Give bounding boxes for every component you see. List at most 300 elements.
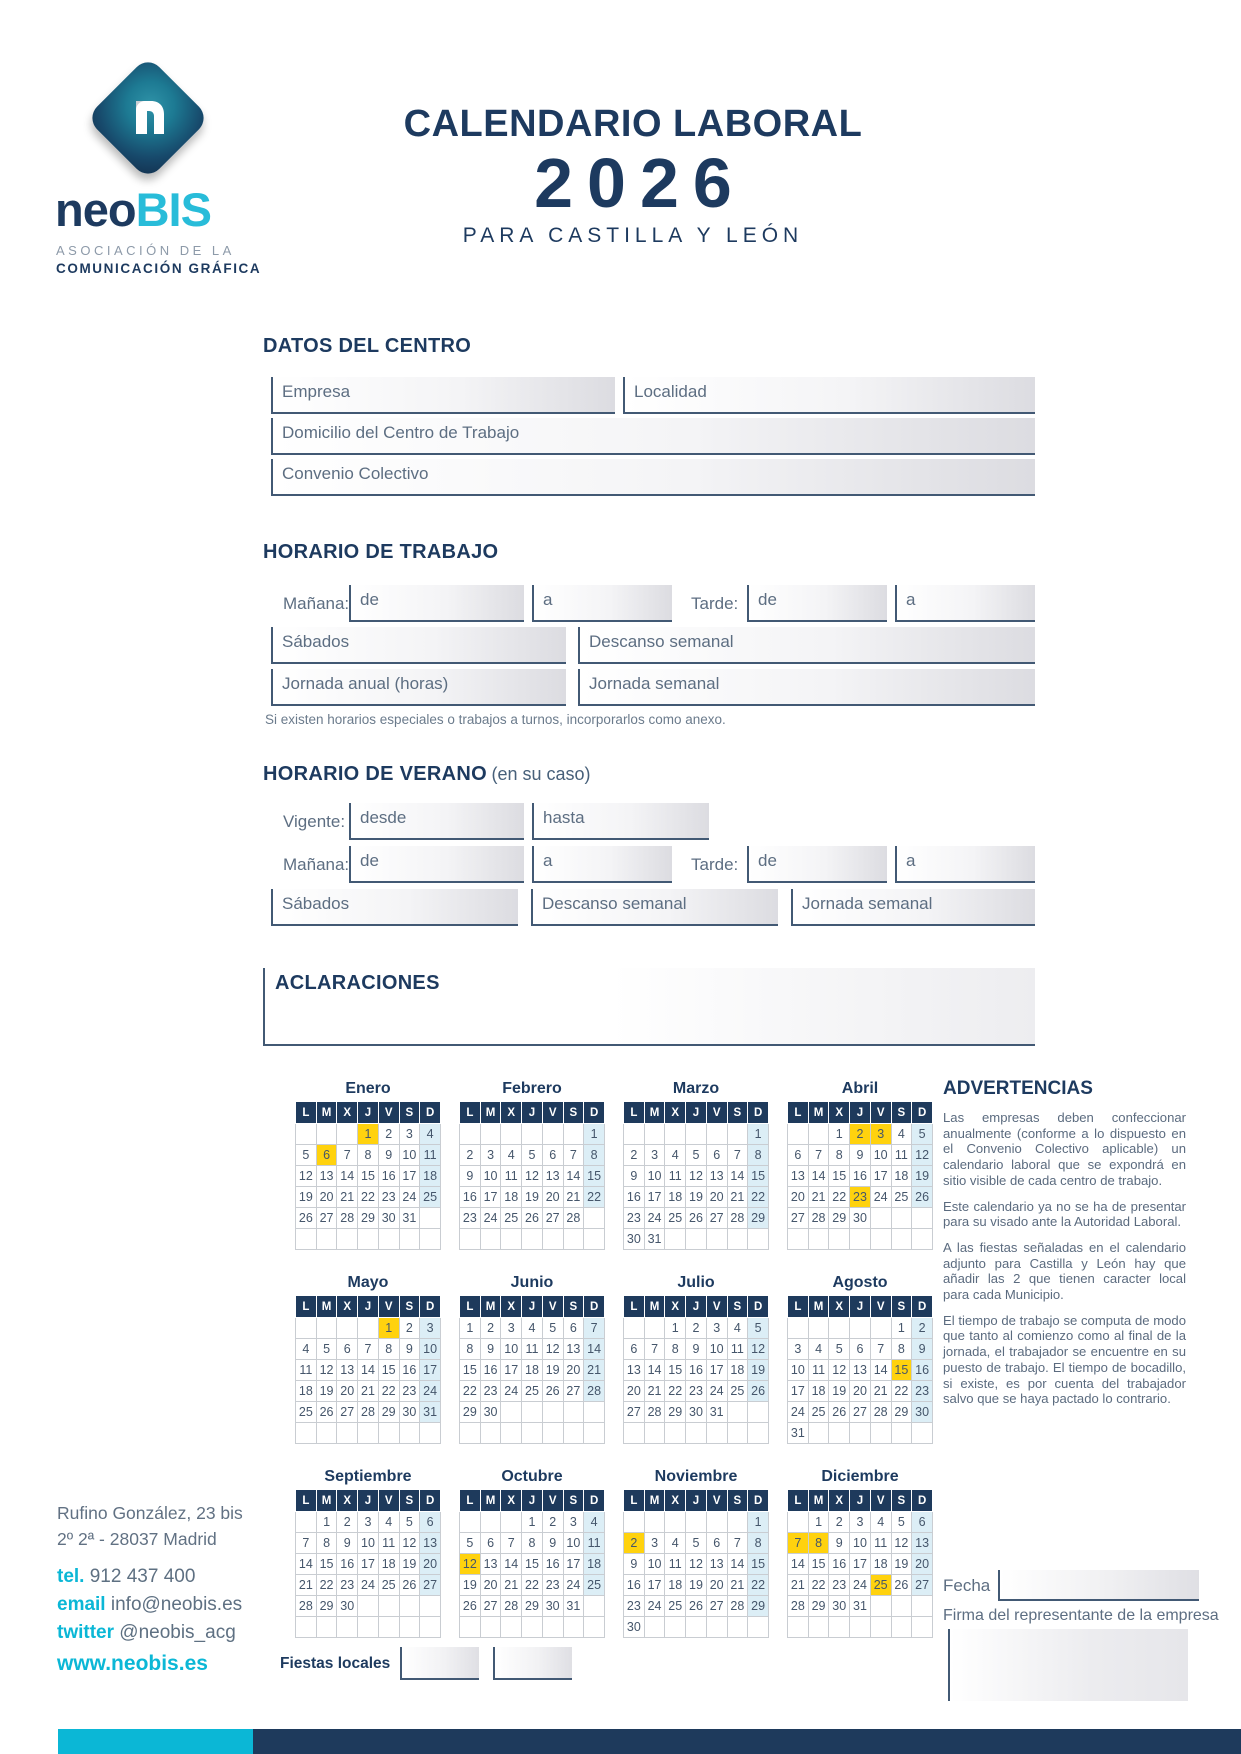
empty-cell — [706, 1229, 727, 1250]
day-cell: 19 — [542, 1360, 563, 1381]
day-cell: 18 — [522, 1360, 543, 1381]
day-cell: 8 — [522, 1533, 543, 1554]
day-cell: 29 — [316, 1596, 337, 1617]
day-cell: 22 — [748, 1575, 769, 1596]
day-cell: 27 — [480, 1596, 501, 1617]
day-cell: 14 — [358, 1360, 379, 1381]
day-cell: 18 — [891, 1166, 912, 1187]
a-label: a — [906, 851, 916, 870]
verano-tarde-a-field[interactable] — [895, 846, 1035, 883]
day-cell: 16 — [829, 1554, 850, 1575]
phone-value: 912 437 400 — [89, 1566, 196, 1587]
day-cell: 5 — [296, 1145, 317, 1166]
month-table — [623, 1295, 769, 1444]
day-cell: 24 — [358, 1575, 379, 1596]
month-title: Noviembre — [654, 1468, 738, 1485]
empty-cell — [358, 1229, 379, 1250]
day-cell: 12 — [891, 1533, 912, 1554]
day-cell: 6 — [316, 1145, 337, 1166]
month-table — [623, 1101, 769, 1250]
day-cell: 2 — [850, 1124, 871, 1145]
empty-cell — [337, 1318, 358, 1339]
fiestas-locales-row — [280, 1647, 586, 1680]
day-cell: 26 — [912, 1187, 933, 1208]
day-cell: 2 — [542, 1512, 563, 1533]
day-cell: 16 — [337, 1554, 358, 1575]
day-cell: 13 — [316, 1166, 337, 1187]
day-cell: 11 — [808, 1360, 829, 1381]
firma-field[interactable] — [948, 1629, 1188, 1701]
empty-cell — [706, 1617, 727, 1638]
day-cell: 27 — [706, 1208, 727, 1229]
day-cell: 27 — [788, 1208, 809, 1229]
day-cell: 26 — [829, 1402, 850, 1423]
day-cell: 22 — [522, 1575, 543, 1596]
month-title: Marzo — [672, 1080, 720, 1097]
day-cell: 5 — [686, 1533, 707, 1554]
verano-manana-de-field[interactable] — [349, 846, 524, 883]
empty-cell — [337, 1617, 358, 1638]
empty-cell — [337, 1124, 358, 1145]
day-cell: 18 — [584, 1554, 605, 1575]
empty-cell — [358, 1318, 379, 1339]
empty-cell — [748, 1423, 769, 1444]
day-header-V: V — [542, 1296, 563, 1318]
day-header-M: M — [316, 1102, 337, 1124]
day-cell: 17 — [788, 1381, 809, 1402]
day-header-J: J — [686, 1490, 707, 1512]
day-cell: 5 — [891, 1512, 912, 1533]
day-cell: 21 — [584, 1360, 605, 1381]
fecha-field[interactable] — [998, 1570, 1199, 1601]
empty-cell — [624, 1512, 645, 1533]
month-title: Enero — [345, 1080, 391, 1097]
empty-cell — [788, 1617, 809, 1638]
day-header-S: S — [563, 1296, 584, 1318]
month-abril — [787, 1080, 933, 1250]
day-header-J: J — [358, 1490, 379, 1512]
verano-descanso-field[interactable] — [531, 889, 778, 926]
day-cell: 3 — [420, 1318, 441, 1339]
day-header-V: V — [706, 1296, 727, 1318]
day-cell: 20 — [788, 1187, 809, 1208]
day-cell: 4 — [870, 1512, 891, 1533]
empty-cell — [748, 1229, 769, 1250]
day-cell: 28 — [358, 1402, 379, 1423]
month-febrero — [459, 1080, 605, 1250]
day-header-V: V — [542, 1490, 563, 1512]
advertencias-paragraphs — [943, 1110, 1186, 1407]
vigente-hasta-field[interactable] — [532, 803, 709, 840]
domicilio-field[interactable] — [271, 418, 1035, 455]
empty-cell — [665, 1512, 686, 1533]
day-header-M: M — [644, 1490, 665, 1512]
descanso-label: Descanso semanal — [589, 632, 734, 651]
day-cell: 10 — [501, 1339, 522, 1360]
month-title: Octubre — [501, 1468, 563, 1485]
day-cell: 28 — [727, 1208, 748, 1229]
month-marzo — [623, 1080, 769, 1250]
advertencia-paragraph: Este calendario ya no se ha de presentar para su visado ante la Autoridad Laboral. — [943, 1198, 1186, 1230]
phone-label: tel. — [57, 1566, 85, 1587]
month-enero — [295, 1080, 441, 1250]
empty-cell — [891, 1229, 912, 1250]
day-header-X: X — [829, 1102, 850, 1124]
day-header-J: J — [522, 1296, 543, 1318]
day-cell: 29 — [829, 1208, 850, 1229]
day-cell: 31 — [706, 1402, 727, 1423]
empty-cell — [522, 1124, 543, 1145]
day-cell: 18 — [727, 1360, 748, 1381]
day-cell: 5 — [912, 1124, 933, 1145]
day-header-X: X — [337, 1296, 358, 1318]
verano-tarde-de-field[interactable] — [747, 846, 887, 883]
twitter-value: @neobis_acg — [119, 1622, 236, 1643]
empty-cell — [296, 1512, 317, 1533]
day-cell: 23 — [480, 1381, 501, 1402]
day-header-X: X — [829, 1296, 850, 1318]
day-cell: 28 — [808, 1208, 829, 1229]
day-cell: 2 — [912, 1318, 933, 1339]
day-cell: 14 — [501, 1554, 522, 1575]
day-header-S: S — [399, 1102, 420, 1124]
tarde-a-field[interactable] — [895, 585, 1035, 622]
day-cell: 17 — [644, 1187, 665, 1208]
day-cell: 24 — [480, 1208, 501, 1229]
day-header-L: L — [460, 1490, 481, 1512]
day-cell: 8 — [748, 1145, 769, 1166]
brand-tagline-1: ASOCIACIÓN DE LA — [56, 243, 235, 258]
day-cell: 5 — [399, 1512, 420, 1533]
month-title: Diciembre — [821, 1468, 899, 1485]
empty-cell — [378, 1617, 399, 1638]
day-cell: 10 — [644, 1166, 665, 1187]
day-cell: 16 — [460, 1187, 481, 1208]
day-cell: 31 — [399, 1208, 420, 1229]
day-cell: 10 — [706, 1339, 727, 1360]
day-cell: 9 — [624, 1554, 645, 1575]
day-cell: 13 — [420, 1533, 441, 1554]
empty-cell — [584, 1229, 605, 1250]
day-cell: 10 — [563, 1533, 584, 1554]
empty-cell — [829, 1318, 850, 1339]
day-cell: 11 — [420, 1145, 441, 1166]
empty-cell — [891, 1208, 912, 1229]
month-table — [787, 1295, 933, 1444]
day-cell: 14 — [808, 1166, 829, 1187]
day-cell: 23 — [624, 1208, 645, 1229]
day-cell: 7 — [808, 1145, 829, 1166]
empty-cell — [316, 1318, 337, 1339]
day-cell: 18 — [296, 1381, 317, 1402]
day-cell: 6 — [420, 1512, 441, 1533]
empty-cell — [644, 1423, 665, 1444]
month-table — [295, 1295, 441, 1444]
day-cell: 10 — [644, 1554, 665, 1575]
day-cell: 28 — [563, 1208, 584, 1229]
day-cell: 10 — [870, 1145, 891, 1166]
empty-cell — [563, 1402, 584, 1423]
month-title: Septiembre — [324, 1468, 412, 1485]
day-cell: 5 — [686, 1145, 707, 1166]
advertencias-column — [943, 1078, 1186, 1407]
website-link: www.neobis.es — [57, 1652, 208, 1675]
calendar-grid — [295, 1080, 933, 1638]
day-cell: 16 — [399, 1360, 420, 1381]
day-header-J: J — [850, 1102, 871, 1124]
day-cell: 12 — [296, 1166, 317, 1187]
day-cell: 27 — [850, 1402, 871, 1423]
day-cell: 1 — [748, 1512, 769, 1533]
empty-cell — [480, 1512, 501, 1533]
empty-cell — [296, 1229, 317, 1250]
day-cell: 6 — [480, 1533, 501, 1554]
day-cell: 17 — [480, 1187, 501, 1208]
title-block — [383, 103, 883, 248]
day-cell: 5 — [829, 1339, 850, 1360]
day-cell: 21 — [870, 1381, 891, 1402]
day-cell: 2 — [460, 1145, 481, 1166]
day-cell: 30 — [624, 1229, 645, 1250]
day-header-V: V — [870, 1490, 891, 1512]
day-cell: 25 — [296, 1402, 317, 1423]
day-cell: 27 — [542, 1208, 563, 1229]
day-cell: 15 — [891, 1360, 912, 1381]
fiesta-local-field-1[interactable] — [400, 1647, 479, 1680]
month-title: Abril — [841, 1080, 879, 1097]
empty-cell — [686, 1124, 707, 1145]
month-title: Mayo — [347, 1274, 389, 1291]
empty-cell — [788, 1124, 809, 1145]
manana-label: Mañana: — [283, 855, 350, 874]
day-cell: 15 — [748, 1554, 769, 1575]
day-cell: 28 — [337, 1208, 358, 1229]
day-cell: 20 — [563, 1360, 584, 1381]
day-header-M: M — [480, 1490, 501, 1512]
empty-cell — [788, 1512, 809, 1533]
day-cell: 17 — [358, 1554, 379, 1575]
empty-cell — [891, 1617, 912, 1638]
email-value: info@neobis.es — [110, 1594, 243, 1615]
empty-cell — [480, 1423, 501, 1444]
address-line-1: Rufino González, 23 bis — [57, 1503, 243, 1523]
day-header-X: X — [337, 1490, 358, 1512]
descanso-semanal-field[interactable] — [578, 627, 1035, 664]
empty-cell — [829, 1423, 850, 1444]
month-junio — [459, 1274, 605, 1444]
day-cell: 12 — [912, 1145, 933, 1166]
day-cell: 24 — [399, 1187, 420, 1208]
day-cell: 14 — [584, 1339, 605, 1360]
empty-cell — [727, 1423, 748, 1444]
month-mayo — [295, 1274, 441, 1444]
day-cell: 27 — [624, 1402, 645, 1423]
day-header-S: S — [399, 1490, 420, 1512]
day-cell: 11 — [522, 1339, 543, 1360]
convenio-field[interactable] — [271, 459, 1035, 496]
month-title: Junio — [510, 1274, 554, 1291]
day-cell: 11 — [665, 1166, 686, 1187]
empty-cell — [522, 1617, 543, 1638]
empty-cell — [501, 1402, 522, 1423]
day-cell: 28 — [870, 1402, 891, 1423]
localidad-label: Localidad — [634, 382, 707, 401]
empty-cell — [912, 1596, 933, 1617]
day-cell: 31 — [563, 1596, 584, 1617]
empty-cell — [480, 1229, 501, 1250]
day-header-X: X — [337, 1102, 358, 1124]
empty-cell — [686, 1229, 707, 1250]
day-cell: 18 — [420, 1166, 441, 1187]
day-cell: 17 — [644, 1575, 665, 1596]
day-cell: 20 — [624, 1381, 645, 1402]
convenio-label: Convenio Colectivo — [282, 464, 429, 483]
day-cell: 6 — [706, 1533, 727, 1554]
day-cell: 19 — [891, 1554, 912, 1575]
day-header-J: J — [522, 1102, 543, 1124]
day-cell: 8 — [358, 1145, 379, 1166]
empty-cell — [542, 1124, 563, 1145]
jornada-anual-field[interactable] — [271, 669, 566, 706]
empty-cell — [788, 1229, 809, 1250]
day-cell: 26 — [748, 1381, 769, 1402]
day-cell: 15 — [584, 1166, 605, 1187]
day-cell: 6 — [706, 1145, 727, 1166]
day-cell: 2 — [829, 1512, 850, 1533]
day-cell: 21 — [337, 1187, 358, 1208]
month-table — [295, 1101, 441, 1250]
aclaraciones-box[interactable] — [263, 968, 1035, 1046]
localidad-field[interactable] — [623, 377, 1035, 414]
day-header-X: X — [501, 1102, 522, 1124]
day-cell: 22 — [665, 1381, 686, 1402]
day-header-D: D — [748, 1296, 769, 1318]
tarde-de-field[interactable] — [747, 585, 887, 622]
day-cell: 18 — [870, 1554, 891, 1575]
empty-cell — [399, 1423, 420, 1444]
empty-cell — [808, 1124, 829, 1145]
day-header-D: D — [584, 1296, 605, 1318]
day-cell: 21 — [358, 1381, 379, 1402]
day-header-X: X — [665, 1490, 686, 1512]
sabados-label: Sábados — [282, 894, 350, 913]
day-cell: 27 — [316, 1208, 337, 1229]
day-cell: 19 — [686, 1187, 707, 1208]
day-cell: 30 — [337, 1596, 358, 1617]
day-header-M: M — [808, 1490, 829, 1512]
sabados-field[interactable] — [271, 627, 566, 664]
manana-a-field[interactable] — [532, 585, 672, 622]
day-cell: 13 — [706, 1166, 727, 1187]
advertencia-paragraph: El tiempo de trabajo se computa de modo que tanto al comienzo como al final de la jornada, el trabajador se encuentre en su puesto de trabajo. El tiempo de bocadillo, si existe, es por cuenta del trabajador salvo que se haya pactado lo contrario. — [943, 1312, 1186, 1407]
empty-cell — [788, 1318, 809, 1339]
vigente-desde-field[interactable] — [349, 803, 524, 840]
day-cell: 28 — [584, 1381, 605, 1402]
day-header-S: S — [563, 1490, 584, 1512]
day-cell: 31 — [420, 1402, 441, 1423]
day-cell: 29 — [808, 1596, 829, 1617]
empty-cell — [420, 1617, 441, 1638]
day-cell: 1 — [808, 1512, 829, 1533]
day-cell: 4 — [665, 1533, 686, 1554]
day-cell: 14 — [727, 1554, 748, 1575]
wordmark-neo: neo — [55, 183, 136, 236]
verano-manana-a-field[interactable] — [532, 846, 672, 883]
jornada-semanal-field[interactable] — [578, 669, 1035, 706]
day-cell: 5 — [542, 1318, 563, 1339]
day-cell: 21 — [788, 1575, 809, 1596]
day-cell: 25 — [891, 1187, 912, 1208]
day-header-S: S — [727, 1490, 748, 1512]
day-cell: 22 — [829, 1187, 850, 1208]
verano-jornada-semanal-field[interactable] — [791, 889, 1035, 926]
day-header-J: J — [522, 1490, 543, 1512]
day-cell: 3 — [480, 1145, 501, 1166]
empty-cell — [912, 1423, 933, 1444]
day-cell: 1 — [316, 1512, 337, 1533]
empty-cell — [296, 1423, 317, 1444]
day-header-D: D — [748, 1490, 769, 1512]
empresa-field[interactable] — [271, 377, 615, 414]
day-header-J: J — [850, 1490, 871, 1512]
day-cell: 24 — [644, 1208, 665, 1229]
day-cell: 2 — [624, 1145, 645, 1166]
day-cell: 30 — [542, 1596, 563, 1617]
day-cell: 23 — [829, 1575, 850, 1596]
day-cell: 22 — [748, 1187, 769, 1208]
verano-sabados-field[interactable] — [271, 889, 518, 926]
footer-bar-cyan — [58, 1729, 253, 1754]
fecha-row — [943, 1570, 1199, 1601]
day-header-S: S — [891, 1102, 912, 1124]
empty-cell — [870, 1423, 891, 1444]
empty-cell — [480, 1124, 501, 1145]
empty-cell — [727, 1229, 748, 1250]
day-cell: 3 — [358, 1512, 379, 1533]
fiesta-local-field-2[interactable] — [493, 1647, 572, 1680]
day-cell: 2 — [686, 1318, 707, 1339]
day-cell: 3 — [850, 1512, 871, 1533]
day-cell: 19 — [399, 1554, 420, 1575]
email-line — [57, 1591, 242, 1619]
footer-contact — [57, 1563, 242, 1647]
day-cell: 6 — [337, 1339, 358, 1360]
manana-de-field[interactable] — [349, 585, 524, 622]
day-cell: 7 — [584, 1318, 605, 1339]
descanso-label: Descanso semanal — [542, 894, 687, 913]
day-cell: 9 — [829, 1533, 850, 1554]
day-cell: 4 — [522, 1318, 543, 1339]
day-cell: 27 — [337, 1402, 358, 1423]
day-cell: 2 — [624, 1533, 645, 1554]
day-header-V: V — [542, 1102, 563, 1124]
day-cell: 24 — [501, 1381, 522, 1402]
empty-cell — [358, 1617, 379, 1638]
day-cell: 31 — [788, 1423, 809, 1444]
empty-cell — [420, 1596, 441, 1617]
day-cell: 16 — [480, 1360, 501, 1381]
day-cell: 3 — [644, 1145, 665, 1166]
day-cell: 9 — [686, 1339, 707, 1360]
a-label: a — [543, 590, 553, 609]
day-header-M: M — [644, 1102, 665, 1124]
day-cell: 10 — [850, 1533, 871, 1554]
day-header-D: D — [748, 1102, 769, 1124]
day-cell: 26 — [316, 1402, 337, 1423]
day-header-S: S — [891, 1490, 912, 1512]
day-cell: 14 — [337, 1166, 358, 1187]
day-cell: 7 — [870, 1339, 891, 1360]
